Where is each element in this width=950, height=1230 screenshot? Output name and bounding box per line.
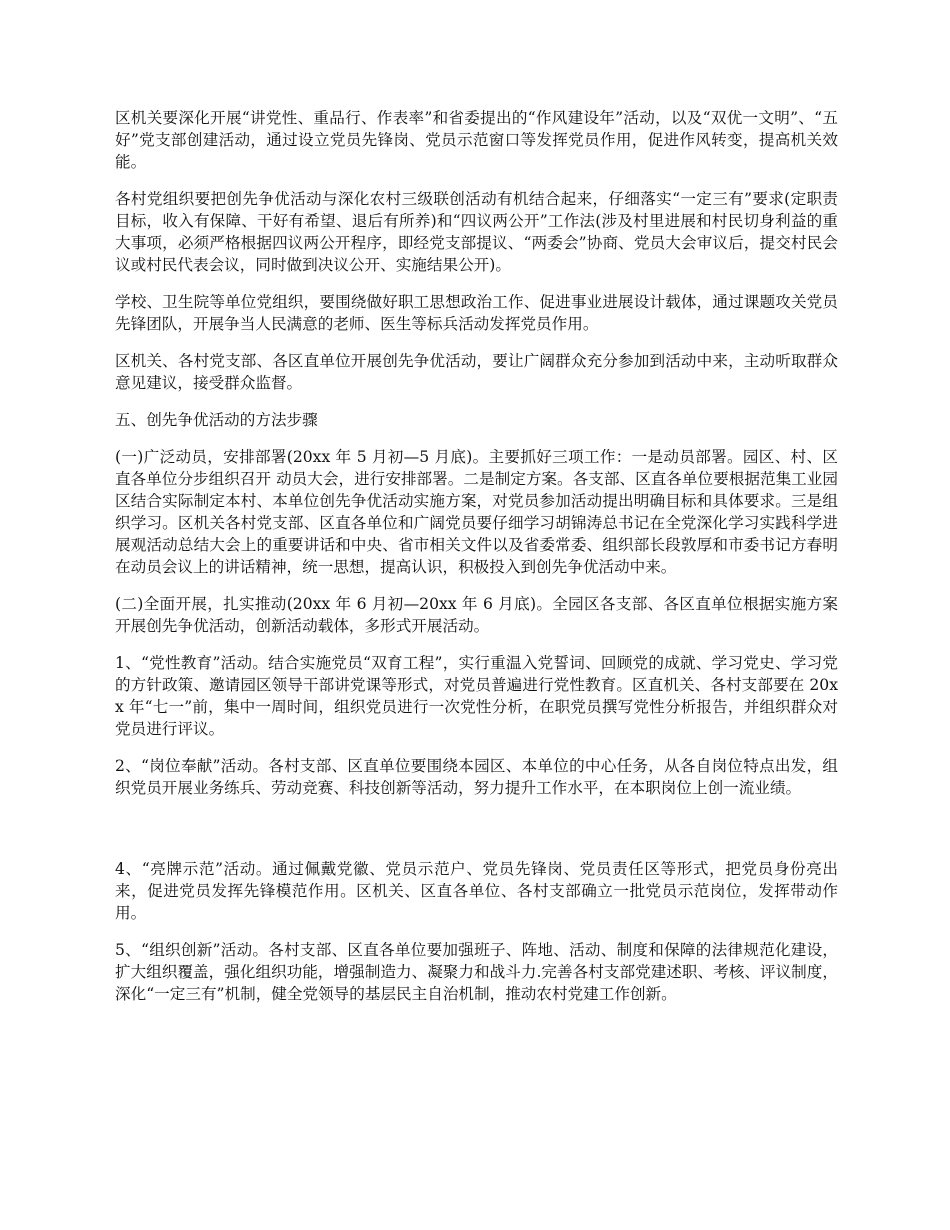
paragraph-public-participation: 区机关、各村党支部、各区直单位开展创先争优活动，要让广阔群众充分参加到活动中来，主动听取群众意见建议，接受群众监督。 [115, 352, 838, 392]
paragraph-item-bright-card-demonstration: 4、“亮牌示范”活动。通过佩戴党徽、党员示范户、党员先锋岗、党员责任区等形式，把党员身份亮出来，促进党员发挥先锋模范作用。区机关、区直各单位、各村支部确立一批党员示范岗位，发挥带动作用。 [115, 860, 838, 922]
paragraph-step-one-mobilization: (一)广泛动员，安排部署(20xx 年 5 月初—5 月底)。主要抓好三项工作：一是动员部署。园区、村、区直各单位分步组织召开 动员大会，进行安排部署。二是制定方案。各支部、区直各单位要根据范集工业园区结合实际制定本村、本单位创先争优活动实施方案，对党员参加活动提出明确目标和具体要求。三是组织学习。区机关各村党支部、区直各单位和广阔党员要仔细学习胡锦涛总书记在全党深化学习实践科学进展观活动总结大会上的重要讲话和中央、省市相关文件以及省委常委、组织部长段敦厚和市委书记方春明在动员会议上的讲话精神，统一思想，提高认识，积极投入到创先争优活动中来。 [115, 448, 838, 576]
paragraph-item-organization-innovation: 5、“组织创新”活动。各村支部、区直各单位要加强班子、阵地、活动、制度和保障的法律规范化建设，扩大组织覆盖，强化组织功能，增强制造力、凝聚力和战斗力.完善各村支部党建述职、考核、评议制度，深化“一定三有”机制，健全党领导的基层民主自治机制，推动农村党建工作创新。 [115, 941, 838, 1003]
paragraph-village-party-organizations: 各村党组织要把创先争优活动与深化农村三级联创活动有机结合起来，仔细落实“一定三有”要求(定职责目标，收入有保障、干好有希望、退后有所养)和“四议两公开”工作法(涉及村里进展和村民切身利益的重大事项，必须严格根据四议两公开程序，即经党支部提议、“两委会”协商、党员大会审议后，提交村民会议或村民代表会议，同时做到决议公开、实施结果公开)。 [115, 190, 838, 274]
paragraph-schools-hospitals: 学校、卫生院等单位党组织，要围绕做好职工思想政治工作、促进事业进展设计载体，通过课题攻关党员先锋团队，开展争当人民满意的老师、医生等标兵活动发挥党员作用。 [115, 293, 838, 333]
paragraph-organ-style-building: 区机关要深化开展“讲党性、重品行、作表率”和省委提出的“作风建设年”活动，以及“双优一文明”、“五好”党支部创建活动，通过设立党员先锋岗、党员示范窗口等发挥党员作用，促进作风转变，提高机关效能。 [115, 109, 838, 171]
paragraph-step-two-implementation: (二)全面开展，扎实推动(20xx 年 6 月初—20xx 年 6 月底)。全园区各支部、各区直单位根据实施方案开展创先争优活动，创新活动载体，多形式开展活动。 [115, 595, 838, 635]
paragraph-item-party-education: 1、“党性教育”活动。结合实施党员“双育工程”，实行重温入党誓词、回顾党的成就、学习党史、学习党的方针政策、邀请园区领导干部讲党课等形式，对党员普遍进行党性教育。区直机关、各村支部要在 20xx 年“七一”前，集中一周时间，组织党员进行一次党性分析，在职党员撰写党性分析报告，并组织群众对党员进行评议。 [115, 654, 838, 738]
paragraph-item-post-dedication: 2、“岗位奉献”活动。各村支部、区直单位要围绕本园区、本单位的中心任务，从各自岗位特点出发，组织党员开展业务练兵、劳动竞赛、科技创新等活动，努力提升工作水平，在本职岗位上创一流业绩。 [115, 757, 838, 797]
section-heading-method-steps: 五、创先争优活动的方法步骤 [115, 411, 318, 429]
blank-spacing [115, 814, 838, 858]
